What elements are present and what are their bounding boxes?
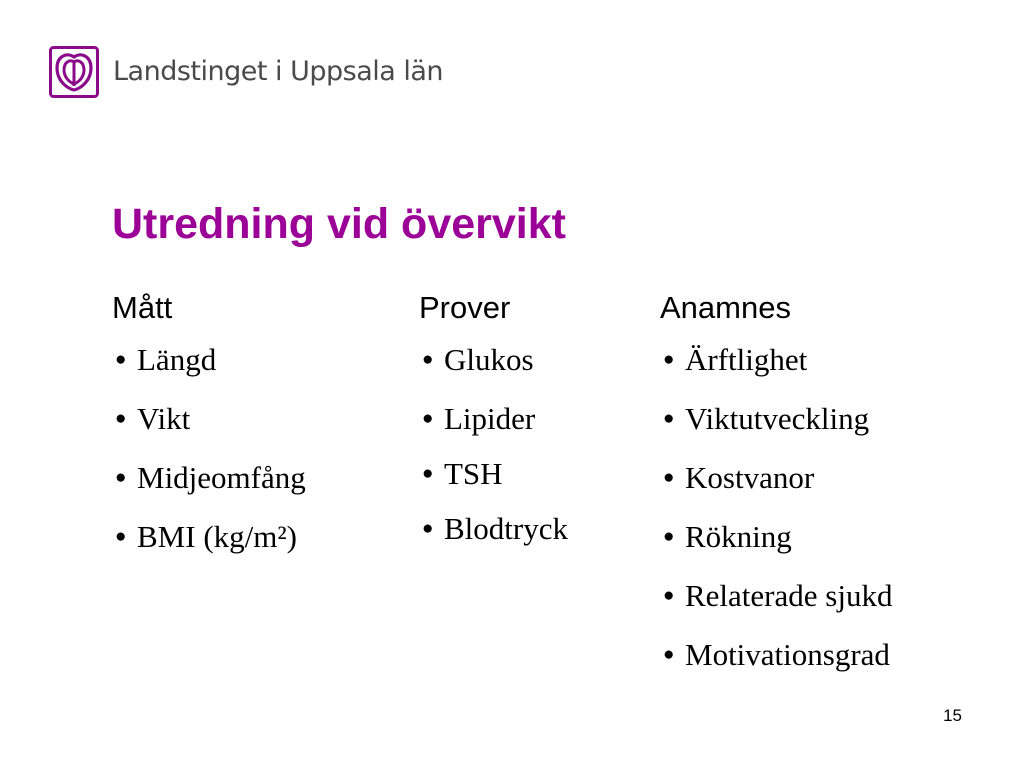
list-item-text: Längd [137,342,217,377]
bullet-list [660,340,892,675]
list-item-text: Midjeomfång [137,460,306,495]
bullet-icon: ● [422,408,434,429]
column-heading: Anamnes [660,290,791,325]
list-item [660,517,892,557]
list-item-text: BMI (kg/m²) [137,519,297,554]
bullet-icon: ● [663,585,675,606]
list-item [419,509,568,549]
list-item [660,458,892,498]
landstinget-logo-icon [49,46,99,98]
page-number: 15 [943,706,962,725]
bullet-icon: ● [422,349,434,370]
list-item [419,454,568,494]
list-item-text: Motivationsgrad [685,637,890,672]
list-item-text: Lipider [444,401,536,436]
bullet-icon: ● [422,518,434,539]
list-item [660,576,892,616]
list-item [112,340,306,380]
bullet-icon: ● [422,463,434,484]
bullet-icon: ● [115,467,127,488]
list-item-text: Glukos [444,342,534,377]
list-item [112,458,306,498]
bullet-icon: ● [663,467,675,488]
list-item-text: Ärftlighet [685,342,808,377]
bullet-icon: ● [663,644,675,665]
list-item-text: Kostvanor [685,460,815,495]
organization-logo [49,46,443,98]
list-item [419,340,568,380]
bullet-icon: ● [115,349,127,370]
bullet-list [419,340,568,549]
list-item-text: TSH [444,456,503,491]
list-item [660,635,892,675]
list-item-text: Relaterade sjukd [685,578,893,613]
list-item [660,340,892,380]
bullet-icon: ● [663,408,675,429]
bullet-list [112,340,306,557]
slide-title: Utredning vid övervikt [112,200,566,248]
bullet-icon: ● [115,526,127,547]
list-item [419,399,568,439]
column-anamnes [660,286,892,694]
bullet-icon: ● [663,349,675,370]
list-item [660,399,892,439]
list-item [112,517,306,557]
column-prover [419,286,568,568]
bullet-icon: ● [663,526,675,547]
column-heading: Prover [419,290,511,325]
list-item-text: Blodtryck [444,511,568,546]
list-item-text: Rökning [685,519,792,554]
list-item-text: Vikt [137,401,191,436]
bullet-icon: ● [115,408,127,429]
list-item [112,399,306,439]
organization-name: Landstinget i Uppsala län [113,56,444,87]
column-matt [112,286,306,576]
column-heading: Mått [112,290,173,325]
list-item-text: Viktutveckling [685,401,870,436]
